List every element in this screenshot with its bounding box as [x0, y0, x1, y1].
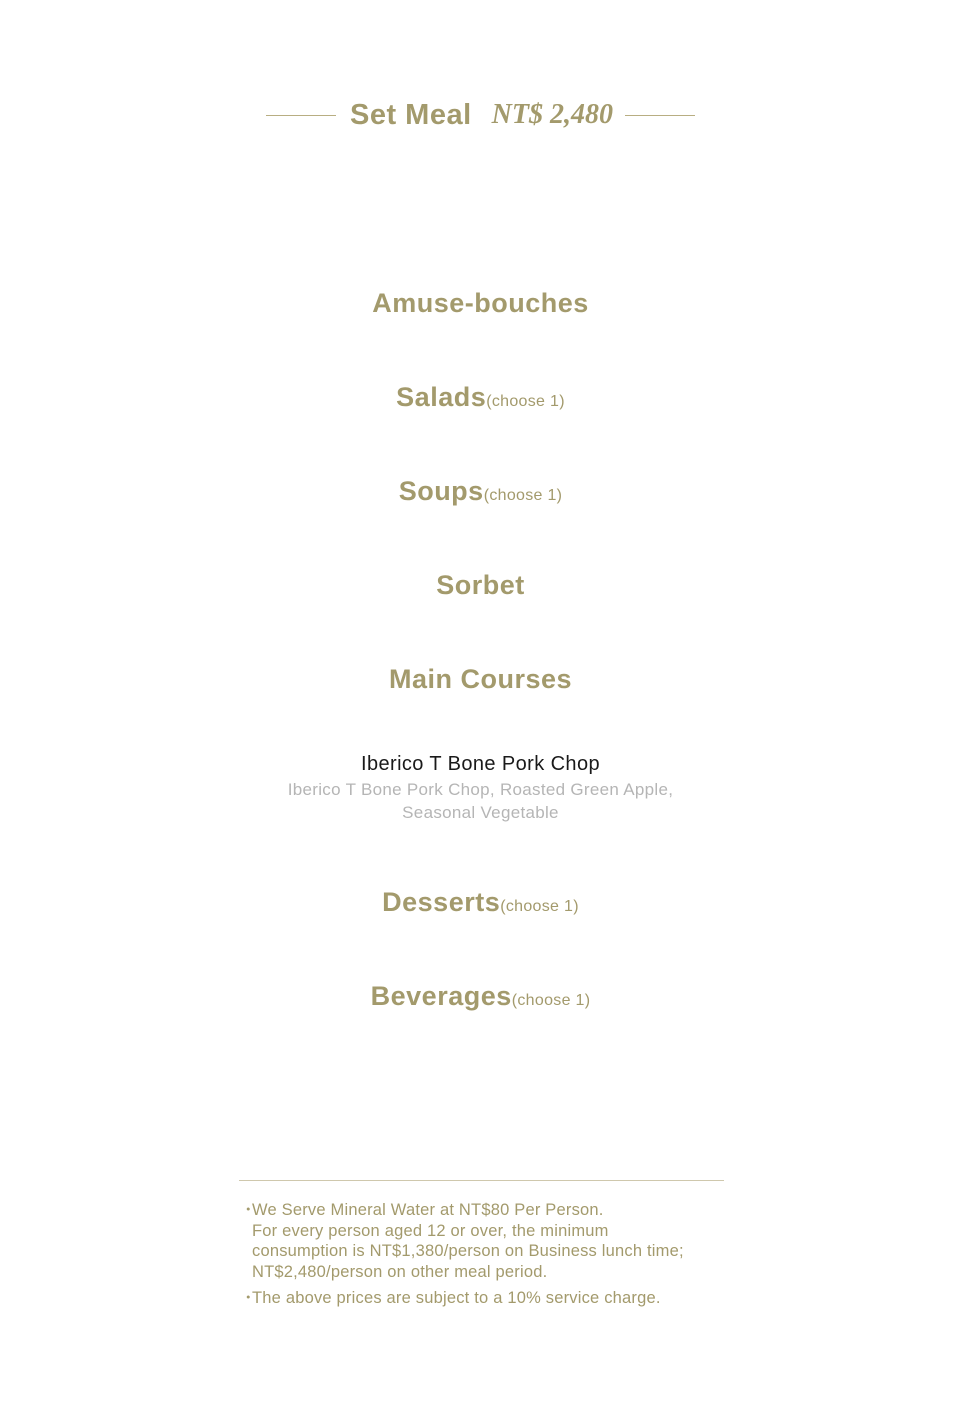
section-soups	[0, 476, 961, 507]
notes-divider	[239, 1180, 724, 1181]
section-main-courses	[0, 664, 961, 695]
section-note: (choose 1)	[483, 487, 563, 504]
note-text: The above prices are subject to a 10% service charge.	[252, 1289, 661, 1307]
note-item	[240, 1288, 730, 1309]
section-note: (choose 1)	[511, 992, 591, 1009]
header-left-rule	[266, 115, 336, 116]
section-note: (choose 1)	[486, 393, 565, 410]
section-title: Salads	[396, 382, 487, 412]
dish-description	[0, 778, 961, 824]
section-title: Beverages	[370, 981, 512, 1011]
dish-description-line: Iberico T Bone Pork Chop, Roasted Green Apple,	[287, 780, 674, 799]
note-text: We Serve Mineral Water at NT$80 Per Person. For every person aged 12 or over, the minimum consumption is NT$1,380/person on Business lunch time; NT$2,480/person on other meal period.	[252, 1201, 684, 1281]
dish-item	[0, 753, 961, 824]
section-title: Soups	[398, 476, 484, 506]
section-amuse-bouches	[0, 288, 961, 319]
header-right-rule	[625, 115, 695, 116]
set-meal-price: NT$ 2,480	[491, 99, 613, 130]
bullet: ・	[240, 1201, 257, 1219]
dish-name: Iberico T Bone Pork Chop	[361, 753, 600, 775]
page-title: Set Meal	[350, 98, 472, 131]
section-title: Sorbet	[436, 570, 525, 600]
section-title: Main Courses	[388, 664, 573, 694]
section-beverages	[0, 981, 961, 1012]
dish-description-line: Seasonal Vegetable	[402, 803, 559, 822]
bullet: ・	[240, 1289, 257, 1307]
set-meal-header	[0, 92, 961, 138]
section-title: Amuse-bouches	[372, 288, 589, 318]
section-note: (choose 1)	[500, 898, 579, 915]
section-sorbet	[0, 570, 961, 601]
section-salads	[0, 382, 961, 413]
section-desserts	[0, 887, 961, 918]
notes-list	[240, 1200, 730, 1315]
section-title: Desserts	[382, 887, 501, 917]
note-item	[240, 1200, 730, 1282]
